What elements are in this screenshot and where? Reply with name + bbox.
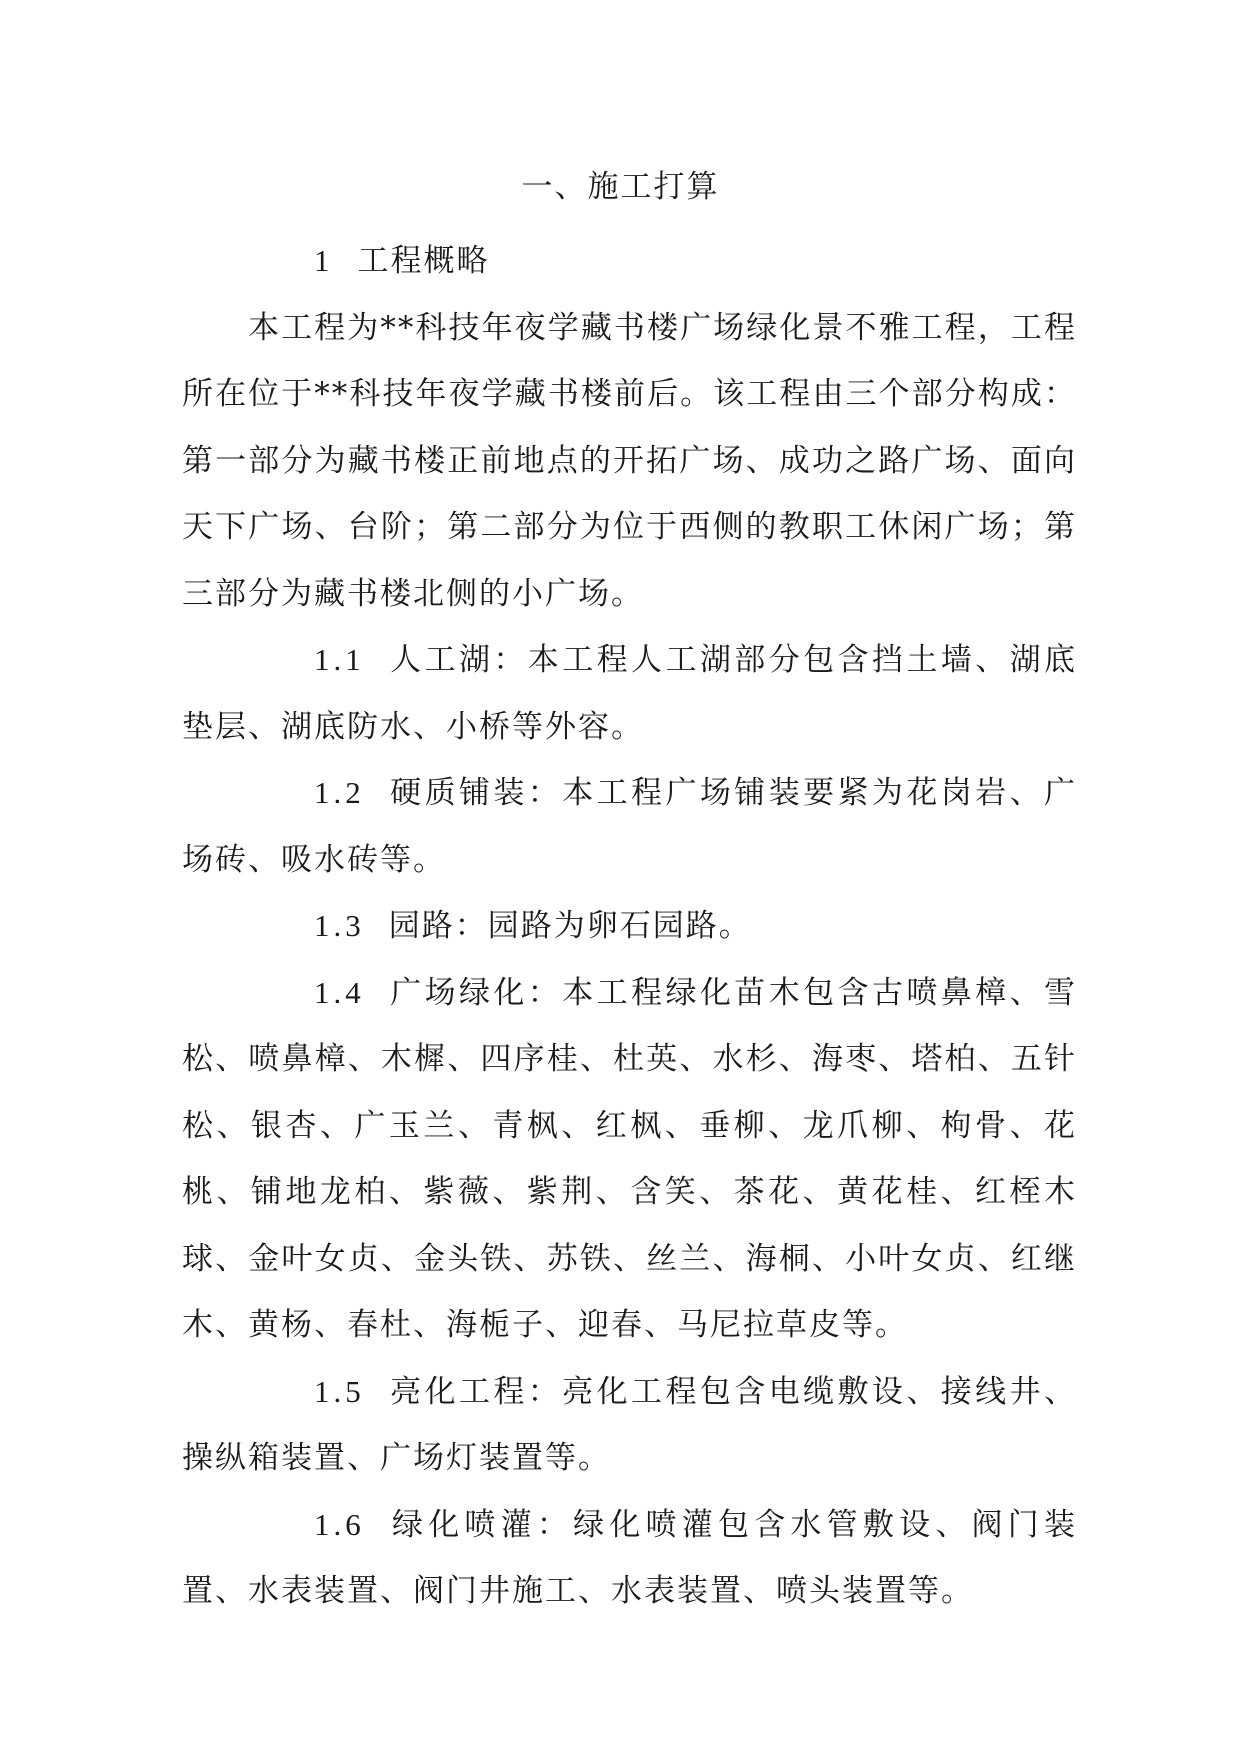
section-title: 工程概略 [357, 243, 490, 279]
item-paragraph [182, 1359, 1077, 1492]
document-body [182, 228, 1077, 1625]
item-text: 人工湖：本工程人工湖部分包含挡土墙、湖底垫层、湖底防水、小桥等外容。 [182, 642, 1077, 745]
item-number: 1.2 [314, 775, 365, 810]
item-number: 1.5 [314, 1373, 365, 1409]
item-paragraph [182, 893, 1077, 960]
item-text: 绿化喷灌：绿化喷灌包含水管敷设、阀门装置、水表装置、阀门井施工、水表装置、喷头装置等。 [182, 1506, 1077, 1609]
item-number: 1.1 [314, 642, 365, 677]
item-number: 1.3 [314, 908, 365, 943]
item-number: 1.6 [314, 1506, 365, 1542]
item-text: 亮化工程：亮化工程包含电缆敷设、接线井、操纵箱装置、广场灯装置等。 [182, 1373, 1077, 1476]
item-number: 1.4 [314, 974, 365, 1010]
item-paragraph [182, 627, 1077, 760]
item-text: 硬质铺装：本工程广场铺装要紧为花岗岩、广场砖、吸水砖等。 [182, 775, 1077, 878]
item-text: 广场绿化：本工程绿化苗木包含古喷鼻樟、雪松、喷鼻樟、木樨、四序桂、杜英、水杉、海枣、塔柏、五针松、银杏、广玉兰、青枫、红枫、垂柳、龙爪柳、枸骨、花桃、铺地龙柏、紫薇、紫荆、含笑、茶花、黄花桂、红桎木球、金叶女贞、金头铁、苏铁、丝兰、海桐、小叶女贞、红继木、黄杨、春杜、海栀子、迎春、马尼拉草皮等。 [182, 974, 1077, 1343]
section-number: 1 [314, 243, 334, 278]
intro-paragraph: 本工程为**科技年夜学藏书楼广场绿化景不雅工程，工程所在位于**科技年夜学藏书楼前后。该工程由三个部分构成：第一部分为藏书楼正前地点的开拓广场、成功之路广场、面向天下广场、台阶；第二部分为位于西侧的教职工休闲广场；第三部分为藏书楼北侧的小广场。 [182, 309, 1077, 612]
page-title: 一、施工打算 [521, 169, 720, 205]
item-paragraph [182, 760, 1077, 893]
item-paragraph [182, 1492, 1077, 1625]
item-text: 园路：园路为卵石园路。 [388, 908, 752, 944]
item-paragraph [182, 960, 1077, 1359]
section-heading [182, 228, 1077, 295]
